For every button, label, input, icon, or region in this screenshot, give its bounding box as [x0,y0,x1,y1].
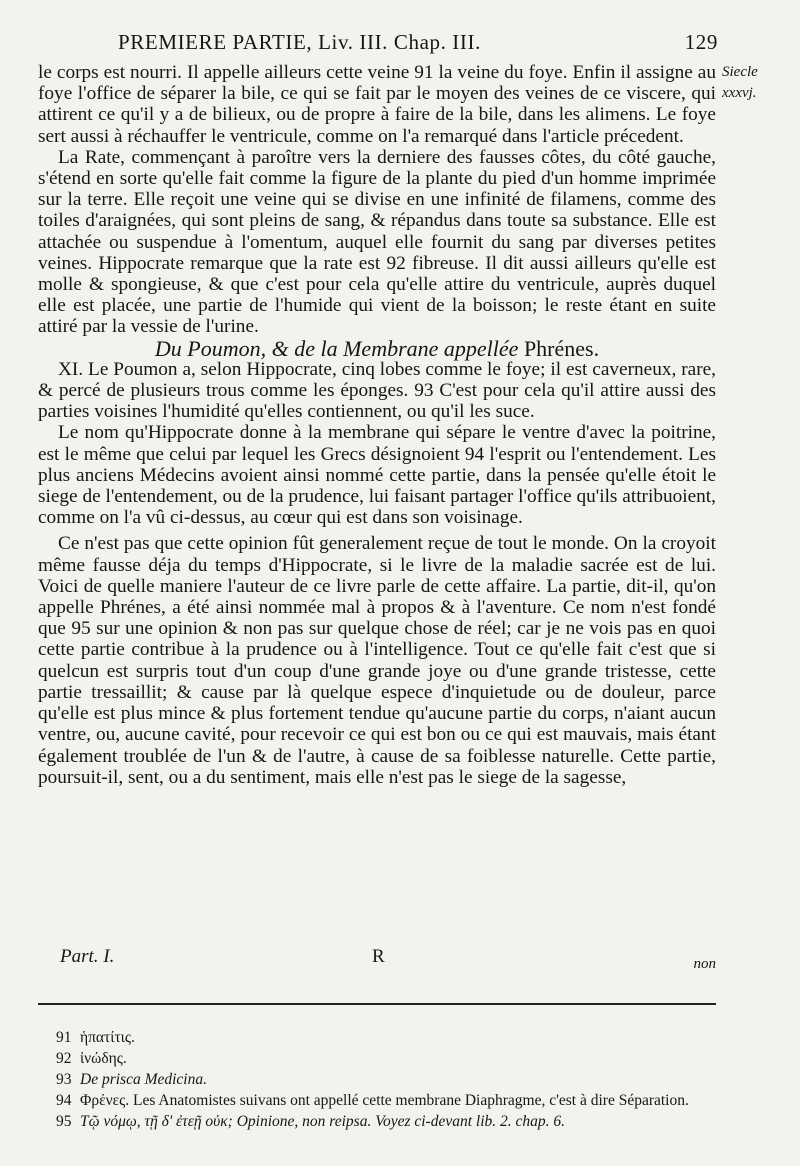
footnote-number: 94 [56,1092,72,1109]
footnote-text: Φρένες. Les Anatomistes suivans ont appellé cette membrane Diaphragme, c'est à dire Séparation. [80,1092,689,1109]
paragraph-poumon: XI. Le Poumon a, selon Hippocrate, cinq lobes comme le foye; il est caverneux, rare, & percé de plusieurs trous comme les éponges. 93 C'est pour cela qu'il attire aussi des parties voisines l'humidité qu'elles contiennent, ou qu'il les suce. [38,358,716,423]
footnote-number: 91 [56,1029,72,1046]
section-title-phrenes: Phrénes. [523,335,600,361]
section-title [38,335,716,361]
main-text [38,62,716,788]
footnote-93 [56,1069,716,1090]
paragraph-foye: le corps est nourri. Il appelle ailleurs cette veine 91 la veine du foye. Enfin il assigne au foye l'office de séparer la bile, ce qui se fait par le moyen des veines de ce viscere, qui attirent ce qu'il y a de bilieux, ou de propre à faire de la bile, dans les alimens. Le foye sert aussi à réchauffer le ventricule, comme on l'a remarqué dans l'article précedent. [38,62,716,147]
footnote-94 [56,1090,716,1111]
page-number: 129 [684,30,718,54]
running-header [118,30,718,58]
footnote-95 [56,1111,716,1132]
footnote-number: 93 [56,1071,72,1088]
footnotes [56,1027,716,1132]
signature-letter: R [372,946,385,967]
footnote-text: Τῷ νόμῳ, τῇ δ' ἐτεῇ οὐκ; Opinione, non reipsa. Voyez ci-devant lib. 2. chap. 6. [80,1113,566,1130]
footnote-number: 92 [56,1050,72,1067]
catchword: non [693,956,716,972]
signature-line [60,946,716,972]
footnote-92 [56,1048,716,1069]
footnote-number: 95 [56,1113,72,1130]
section-title-main: Du Poumon, & de la Membrane appellée [154,335,519,361]
margin-note [722,62,798,104]
footnote-rule [38,1003,716,1005]
paragraph-opinion: Ce n'est pas que cette opinion fût generalement reçue de tout le monde. On la croyoit même fausse déja du temps d'Hippocrate, si le livre de la maladie sacrée est de lui. Voici de quelle maniere l'auteur de ce livre parle de cette affaire. La partie, dit-il, qu'on appelle Phrénes, a été ainsi nommée mal à propos & à l'aventure. Ce nom n'est fondé que 95 sur une opinion & non pas sur quelque chose de réel; car je ne vois pas en quoi cette partie contribue à la prudence ou à l'intelligence. Tout ce qu'elle fait c'est que si quelcun est surpris tout d'un coup d'une grande joye ou d'une grande tristesse, cette partie tressaillit; & cause par là quelque espece d'inquietude ou de douleur, parce qu'elle est plus mince & plus fortement tendue qu'aucune partie du corps, n'aiant aucun ventre, ou, aucune cavité, pour recevoir ce qui est bon ou ce qui est mauvais, mais étant également troublée de l'un & de l'autre, à cause de sa foiblesse naturelle. Cette partie, poursuit-il, sent, ou a du sentiment, mais elle n'est pas le siege de la sagesse, [38,533,716,788]
margin-note-line-1: Siecle [722,64,758,80]
paragraph-membrane: Le nom qu'Hippocrate donne à la membrane qui sépare le ventre d'avec la poitrine, est le même que celui par lequel les Grecs désignoient 94 l'esprit ou l'entendement. Les plus anciens Médecins avoient ainsi nommé cette partie, dans la pensée qu'elle étoit le siege de l'entendement, ou de la prudence, lui faisant partager l'office qu'ils attribuoient, comme on l'a vû ci-dessus, au cœur qui est dans son voisinage. [38,422,716,529]
running-title: PREMIERE PARTIE, Liv. III. Chap. III. [118,30,481,54]
footnote-text: De prisca Medicina. [80,1071,207,1088]
footnote-91 [56,1027,716,1048]
margin-note-line-2: xxxvj. [722,85,757,101]
footnote-text: ἰνώδης. [80,1050,127,1067]
footnote-text: ἡπατίτις. [80,1029,135,1046]
paragraph-rate: La Rate, commençant à paroître vers la derniere des fausses côtes, du côté gauche, s'étend en sorte qu'elle fait comme la figure de la plante du pied d'un homme imprimée sur la terre. Elle reçoit une veine qui se divise en une infinité de filamens, comme des toiles d'araignées, qui sont pleins de sang, & répandus dans toute sa substance. Elle est attachée ou suspendue à l'omentum, auquel elle fournit du sang par diverses petites veines. Hippocrate remarque que la rate est 92 fibreuse. Il dit aussi ailleurs qu'elle est molle & spongieuse, & que c'est pour cela qu'elle attire du ventricule, auprès duquel elle est placée, une partie de l'humide qui vient de la boisson; le reste étant en suite attiré par la vessie de l'urine. [38,146,716,338]
signature-part: Part. I. [60,946,115,967]
